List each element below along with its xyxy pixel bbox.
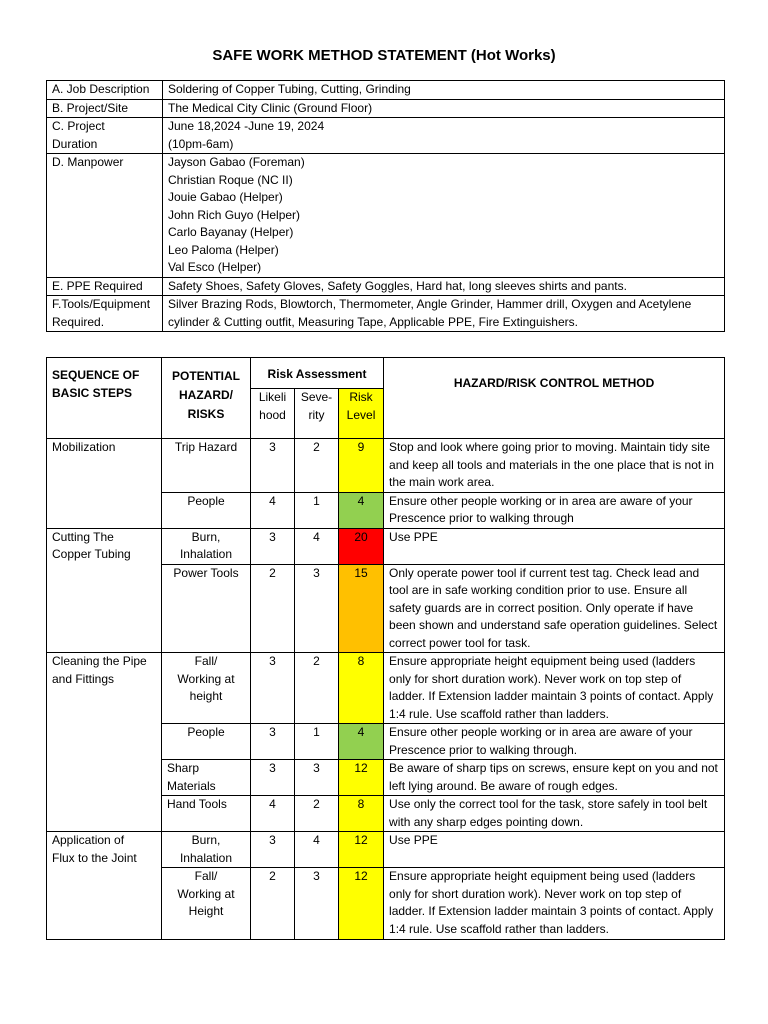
info-label: D. Manpower xyxy=(47,154,163,278)
risk-level-cell: 12 xyxy=(339,832,384,868)
control-method-cell: Only operate power tool if current test tag. Check lead and tool are in safe working condition prior to use. Ensure all safety guards are in correct position. Only operate if have been shown and understand safe operation guidelines. Select correct power tool for task. xyxy=(384,564,725,653)
severity-cell: 2 xyxy=(295,796,339,832)
info-value: Safety Shoes, Safety Gloves, Safety Goggles, Hard hat, long sleeves shirts and pants. xyxy=(163,277,725,296)
page-title: SAFE WORK METHOD STATEMENT (Hot Works) xyxy=(212,47,556,64)
risk-row xyxy=(47,439,725,493)
risk-level-cell: 15 xyxy=(339,564,384,653)
hazard-cell: Burn, Inhalation xyxy=(162,832,251,868)
hazard-cell: Burn, Inhalation xyxy=(162,528,251,564)
control-method-cell: Use only the correct tool for the task, store safely in tool belt with any sharp edges pointing down. xyxy=(384,796,725,832)
risk-level-cell: 9 xyxy=(339,439,384,493)
hazard-cell: Fall/ Working at height xyxy=(162,653,251,724)
likelihood-cell: 4 xyxy=(251,796,295,832)
info-label: E. PPE Required xyxy=(47,277,163,296)
info-value: Jayson Gabao (Foreman) Christian Roque (NC II) Jouie Gabao (Helper) John Rich Guyo (Helper) Carlo Bayanay (Helper) Leo Paloma (Helper) Val Esco (Helper) xyxy=(163,154,725,278)
severity-cell: 2 xyxy=(295,653,339,724)
info-row xyxy=(47,296,725,332)
risk-row xyxy=(47,528,725,564)
control-method-cell: Use PPE xyxy=(384,528,725,564)
step-name: Mobilization xyxy=(47,439,162,529)
severity-cell: 1 xyxy=(295,492,339,528)
hazard-cell: People xyxy=(162,724,251,760)
risk-level-cell: 8 xyxy=(339,653,384,724)
info-value: Soldering of Copper Tubing, Cutting, Grinding xyxy=(163,81,725,100)
control-method-cell: Be aware of sharp tips on screws, ensure kept on you and not left lying around. Be aware of rough edges. xyxy=(384,760,725,796)
likelihood-cell: 2 xyxy=(251,564,295,653)
info-label: A. Job Description xyxy=(47,81,163,100)
likelihood-cell: 3 xyxy=(251,439,295,493)
risk-row xyxy=(47,832,725,868)
likelihood-cell: 4 xyxy=(251,492,295,528)
info-row xyxy=(47,81,725,100)
info-row xyxy=(47,118,725,154)
info-label: C. Project Duration xyxy=(47,118,163,154)
severity-cell: 3 xyxy=(295,564,339,653)
severity-cell: 3 xyxy=(295,868,339,940)
step-name: Application of Flux to the Joint xyxy=(47,832,162,940)
hazard-cell: Power Tools xyxy=(162,564,251,653)
likelihood-cell: 3 xyxy=(251,653,295,724)
severity-cell: 4 xyxy=(295,832,339,868)
risk-row xyxy=(47,653,725,724)
step-name: Cleaning the Pipe and Fittings xyxy=(47,653,162,832)
info-row xyxy=(47,99,725,118)
info-row xyxy=(47,277,725,296)
likelihood-cell: 2 xyxy=(251,868,295,940)
step-name: Cutting The Copper Tubing xyxy=(47,528,162,653)
risk-level-cell: 20 xyxy=(339,528,384,564)
severity-cell: 2 xyxy=(295,439,339,493)
control-method-cell: Ensure other people working or in area are aware of your Prescence prior to walking through. xyxy=(384,724,725,760)
likelihood-cell: 3 xyxy=(251,724,295,760)
control-method-cell: Stop and look where going prior to moving. Maintain tidy site and keep all tools and materials in the one place that is not in the main work area. xyxy=(384,439,725,493)
control-method-cell: Ensure other people working or in area are aware of your Prescence prior to walking through xyxy=(384,492,725,528)
hazard-cell: Sharp Materials xyxy=(162,760,251,796)
hazard-cell: People xyxy=(162,492,251,528)
risk-level-cell: 4 xyxy=(339,724,384,760)
risk-level-cell: 12 xyxy=(339,868,384,940)
risk-assessment-table xyxy=(46,357,725,940)
job-info-table xyxy=(46,80,725,332)
control-method-cell: Ensure appropriate height equipment being used (ladders only for short duration work). Never work on top step of ladder. If Extension ladder maintain 3 points of contact. Apply 1:4 rule. Use scaffold rather than ladders. xyxy=(384,868,725,940)
severity-cell: 3 xyxy=(295,760,339,796)
severity-cell: 4 xyxy=(295,528,339,564)
info-label: B. Project/Site xyxy=(47,99,163,118)
header-risk-level: Risk Level xyxy=(339,389,384,439)
header-severity: Seve- rity xyxy=(295,389,339,439)
info-value: June 18,2024 -June 19, 2024 (10pm-6am) xyxy=(163,118,725,154)
control-method-cell: Use PPE xyxy=(384,832,725,868)
severity-cell: 1 xyxy=(295,724,339,760)
risk-level-cell: 12 xyxy=(339,760,384,796)
hazard-cell: Fall/ Working at Height xyxy=(162,868,251,940)
header-likelihood: Likeli hood xyxy=(251,389,295,439)
likelihood-cell: 3 xyxy=(251,528,295,564)
info-label: F.Tools/Equipment Required. xyxy=(47,296,163,332)
info-value: The Medical City Clinic (Ground Floor) xyxy=(163,99,725,118)
risk-level-cell: 8 xyxy=(339,796,384,832)
control-method-cell: Ensure appropriate height equipment being used (ladders only for short duration work). Never work on top step of ladder. If Extension ladder maintain 3 points of contact. Apply 1:4 rule. Use scaffold rather than ladders. xyxy=(384,653,725,724)
header-sequence: SEQUENCE OF BASIC STEPS xyxy=(47,358,162,439)
hazard-cell: Trip Hazard xyxy=(162,439,251,493)
likelihood-cell: 3 xyxy=(251,760,295,796)
header-hazard: POTENTIAL HAZARD/ RISKS xyxy=(162,358,251,439)
header-control-method: HAZARD/RISK CONTROL METHOD xyxy=(384,358,725,439)
header-risk-assessment: Risk Assessment xyxy=(251,358,384,389)
hazard-cell: Hand Tools xyxy=(162,796,251,832)
info-row xyxy=(47,154,725,278)
info-value: Silver Brazing Rods, Blowtorch, Thermometer, Angle Grinder, Hammer drill, Oxygen and Acetylene cylinder & Cutting outfit, Measuring Tape, Applicable PPE, Fire Extinguishers. xyxy=(163,296,725,332)
risk-level-cell: 4 xyxy=(339,492,384,528)
likelihood-cell: 3 xyxy=(251,832,295,868)
